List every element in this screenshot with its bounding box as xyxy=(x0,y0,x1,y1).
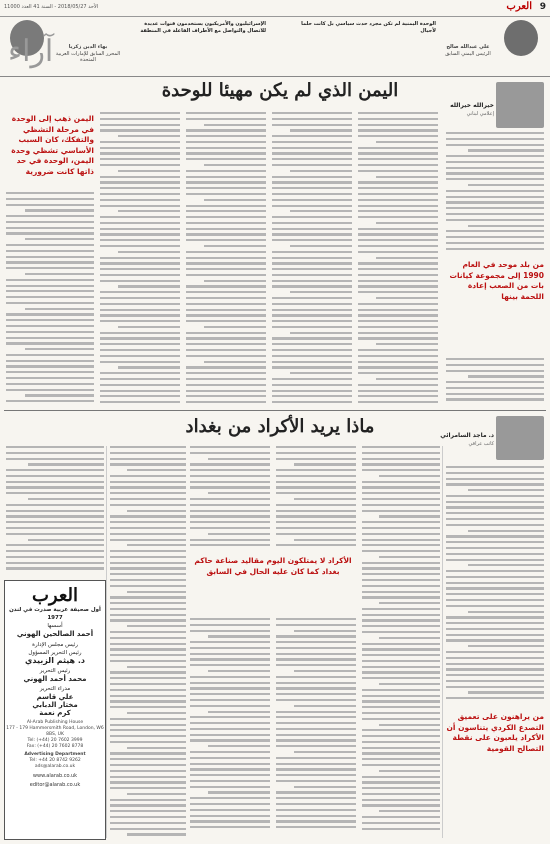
ads-telephone: Tel: +44 20 8742 9262 xyxy=(29,758,81,763)
page-number: 9 xyxy=(539,2,546,12)
article2-column xyxy=(362,446,440,836)
pull-quote: الأكراد لا يمتلكون اليوم مقاليد صناعة حاكم بغداد كما كان عليه الحال في السابق xyxy=(194,556,352,576)
article1-column xyxy=(358,112,438,404)
publisher: Al-Arab Publishing House xyxy=(26,720,84,725)
article1-column xyxy=(6,192,94,404)
founder-label: أسسها xyxy=(47,623,63,629)
article1-column xyxy=(100,112,180,404)
article2-column xyxy=(446,466,544,706)
left-quote-author: بهاء الدين زكريا xyxy=(68,44,108,50)
pull-quote: من يراهنون على تعميق التصدع الكردي يتناسون أن الأكراد يلعبون على نقطة التصالح القومية xyxy=(446,712,544,753)
chairman-sub-label: رئيس التحرير المسؤول xyxy=(28,650,82,656)
article2-headline: ماذا يريد الأكراد من بغداد xyxy=(185,416,375,437)
telephone: Tel: (+44) 20 7602 3999 xyxy=(27,738,83,743)
article2-author-role: كاتب عراقي xyxy=(468,441,494,447)
article1-column xyxy=(446,132,544,256)
managing-editor: علي قاسم xyxy=(36,693,74,701)
right-quote-author: علي عبدالله صالح xyxy=(446,44,490,50)
newspaper-logo: العرب xyxy=(506,1,532,12)
article2-column xyxy=(190,446,270,550)
article1-author-role: إعلامي لبناني xyxy=(466,111,494,117)
top-quotes-bar xyxy=(0,18,550,77)
left-quote-text: الإسرائيليون والأمريكيون يستخدمون قنوات عديدة للاتصال والتواصل مع الأطراف الفاعلة في المنطقة xyxy=(140,21,266,34)
editor-name: محمد أحمد الهوني xyxy=(23,675,87,683)
right-quote-text: الوحدة اليمنية لم تكن مجرد حدث سياسي بل كانت حلما لأجيال xyxy=(301,21,436,34)
founder-name: أحمد الصالحين الهوني xyxy=(16,630,94,638)
article2-column xyxy=(6,446,104,574)
article1-column xyxy=(446,358,544,404)
article2-column xyxy=(276,446,356,550)
editor-label: رئيس التحرير xyxy=(39,668,71,674)
article2-author: د. ماجد السامرائي xyxy=(440,432,494,439)
ads-email[interactable]: ads@alarab.co.uk xyxy=(34,764,76,769)
date-line: الأحد 2018/05/27 - السنة 41 العدد 11000 xyxy=(4,4,99,10)
fax: Fax: (+44) 20 7602 8778 xyxy=(26,744,84,749)
article1-author: خيرالله خيرالله xyxy=(450,102,494,109)
managing-editor: كرم نعمة xyxy=(39,709,71,717)
author-photo xyxy=(496,82,544,128)
article1-column xyxy=(272,112,352,404)
article2-column xyxy=(190,618,270,836)
pull-quote: اليمن ذهب إلى الوحدة في مرحلة التشظي والتفكك، كان السبب الأساسي تشظي وحدة اليمن، الوحدة في حد ذاتها كانت ضرورية xyxy=(11,114,94,176)
website-link[interactable]: www.alarab.co.uk xyxy=(32,773,78,779)
ads-label: Advertising Department xyxy=(24,752,86,757)
right-quote-role: الرئيس اليمني السابق xyxy=(445,51,491,57)
article2-column xyxy=(110,446,186,836)
column-rule xyxy=(442,446,443,838)
address: 177 - 179 Hammersmith Road, London, W6 8BS, UK xyxy=(6,726,104,737)
section-title: آراء xyxy=(8,34,54,69)
masthead-box xyxy=(4,580,106,840)
article1-headline: اليمن الذي لم يكن مهيئا للوحدة xyxy=(161,80,399,101)
chairman-name: د. هيثم الزبيدي xyxy=(24,656,85,665)
article2-column xyxy=(276,618,356,836)
chairman-label: رئيس مجلس الإدارة xyxy=(32,642,78,648)
founded-line: أول صحيفة عربية صدرت في لندن 1977 xyxy=(9,607,101,621)
article1-column xyxy=(186,112,266,404)
masthead-logo: العرب xyxy=(31,585,79,606)
page-header xyxy=(0,0,550,17)
section-divider xyxy=(4,410,546,411)
avatar xyxy=(504,20,538,56)
managing-editor: مختار الدبابي xyxy=(32,701,78,709)
column-rule xyxy=(106,446,107,838)
editor-email[interactable]: editor@alarab.co.uk xyxy=(29,782,81,788)
managing-label: مدراء التحرير xyxy=(39,686,71,692)
pull-quote: من بلد موحد في العام 1990 إلى مجموعة كيانات بات من الصعب إعادة اللحمة بينها xyxy=(449,260,544,301)
left-quote-role: المحرر السابق للإمارات العربية المتحدة xyxy=(55,51,121,63)
author-photo xyxy=(496,416,544,460)
